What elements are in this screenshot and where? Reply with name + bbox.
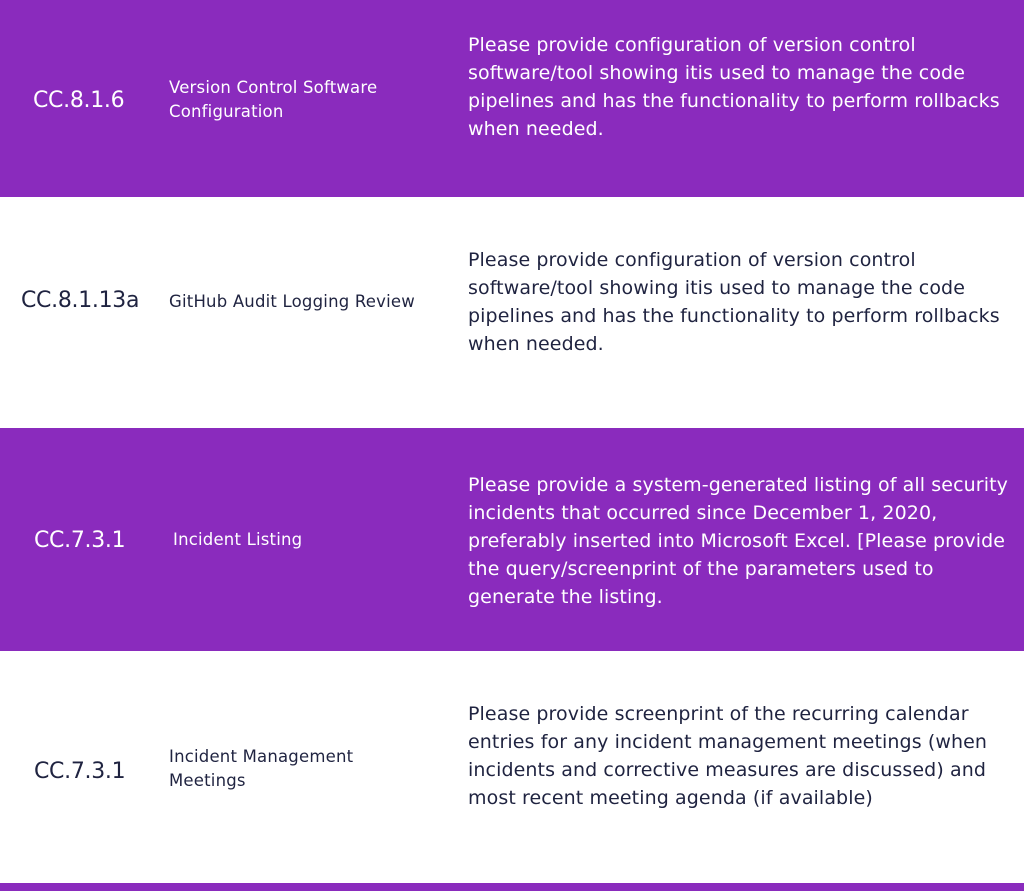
control-code: CC.8.1.13a [21, 288, 140, 313]
control-name: Incident Listing [173, 530, 303, 549]
control-code: CC.7.3.1 [34, 759, 126, 784]
control-description: Please provide configuration of version control software/tool showing itis used to manage the code pipelines and has the functionality to perform rollbacks when needed. [468, 34, 1000, 140]
control-description: Please provide a system-generated listing of all security incidents that occurred since December 1, 2020, preferably inserted into Microsoft Excel. [Please provide the query/screenprint of the parameters used to generate the listing. [468, 474, 1008, 608]
table-row [0, 651, 1024, 883]
control-name: Incident Management Meetings [169, 747, 354, 790]
control-name: Version Control Software Configuration [169, 78, 378, 121]
table-row [0, 0, 1024, 197]
control-code: CC.7.3.1 [34, 528, 126, 553]
control-name: GitHub Audit Logging Review [169, 292, 415, 311]
table-row [0, 197, 1024, 428]
table-row [0, 428, 1024, 651]
control-description: Please provide configuration of version control software/tool showing itis used to manage the code pipelines and has the functionality to perform rollbacks when needed. [468, 249, 1000, 355]
control-description: Please provide screenprint of the recurring calendar entries for any incident management meetings (when incidents and corrective measures are discussed) and most recent meeting agenda (if available) [468, 703, 988, 809]
bottom-border-bar [0, 883, 1024, 891]
control-code: CC.8.1.6 [33, 88, 125, 113]
